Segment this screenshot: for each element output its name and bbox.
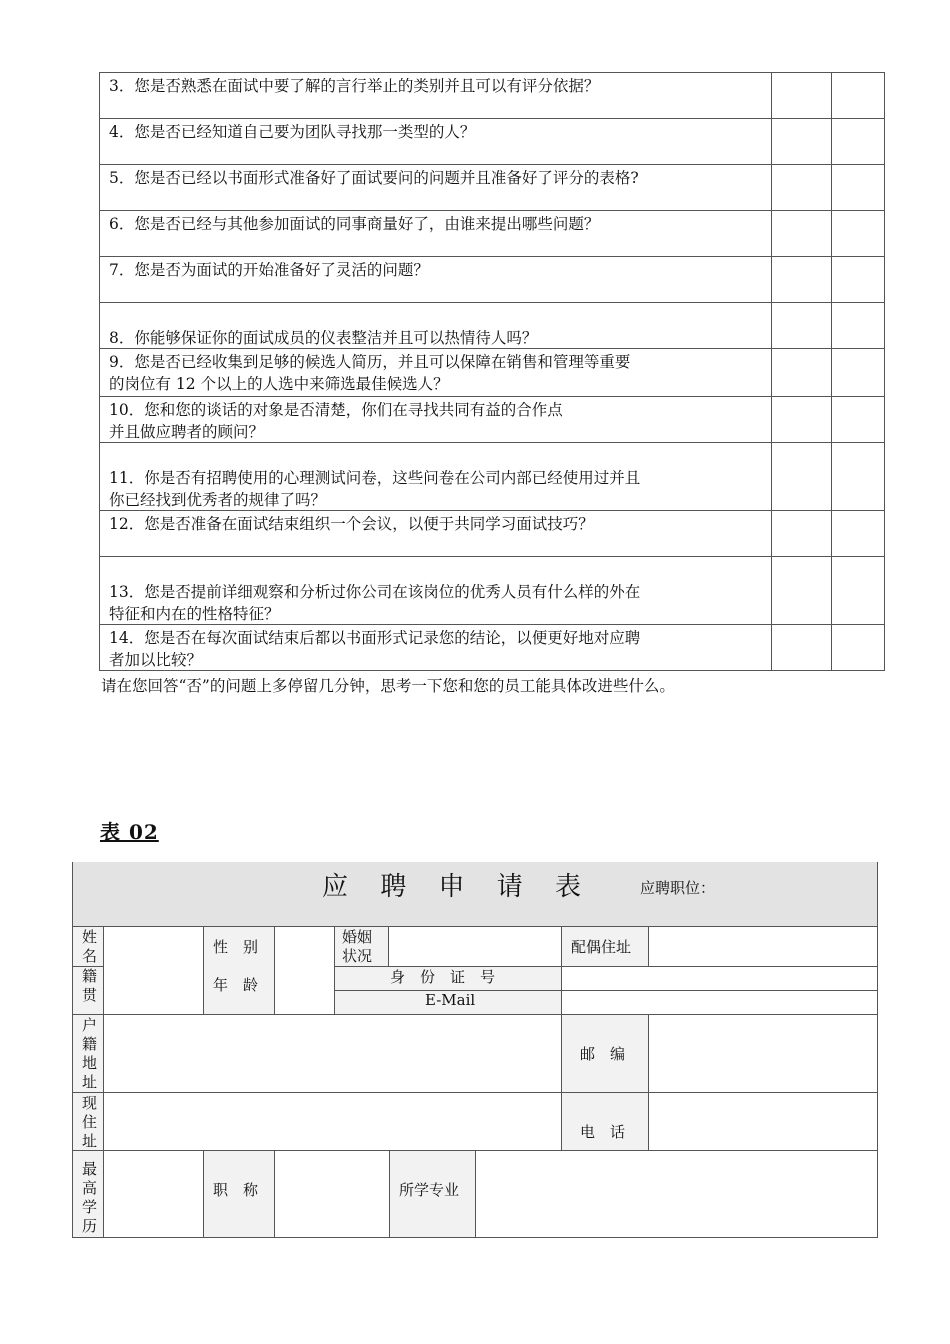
- question-6: 6．您是否已经与其他参加面试的同事商量好了，由谁来提出哪些问题？: [109, 215, 600, 233]
- postcode-label: 邮 编: [580, 1045, 626, 1063]
- table-label: 表 02: [100, 820, 159, 844]
- question-7: 7．您是否为面试的开始准备好了灵活的问题？: [109, 261, 429, 279]
- question-9-line2: 的岗位有 12 个以上的人选中来筛选最佳候选人？: [109, 375, 449, 393]
- age-label: 年 龄: [213, 976, 259, 994]
- question-14-line2: 者加以比较？: [109, 651, 203, 669]
- phone-label: 电 话: [580, 1123, 626, 1141]
- name-label: 姓 名: [82, 928, 98, 965]
- question-10-line1: 10．您和您的谈话的对象是否清楚，你们在寻找共同有益的合作点: [109, 401, 563, 419]
- question-8: 8．你能够保证你的面试成员的仪表整洁并且可以热情待人吗？: [109, 329, 538, 347]
- question-14-line1: 14．您是否在每次面试结束后都以书面形式记录您的结论，以便更好地对应聘: [109, 629, 641, 647]
- question-10-line2: 并且做应聘者的顾问？: [109, 423, 265, 441]
- question-12: 12．您是否准备在面试结束组织一个会议，以便于共同学习面试技巧？: [109, 515, 594, 533]
- id-number-label: 身 份 证 号: [390, 968, 496, 986]
- email-label: E-Mail: [425, 991, 476, 1009]
- marital-status-label: 婚姻 状况: [342, 928, 373, 965]
- gender-label: 性 别: [213, 938, 259, 956]
- household-address-label: 户 籍 地 址: [82, 1016, 98, 1091]
- question-11-line2: 你已经找到优秀者的规律了吗？: [109, 491, 327, 509]
- native-place-label: 籍 贯: [82, 967, 98, 1004]
- spouse-address-label: 配偶住址: [571, 938, 632, 956]
- question-5: 5．您是否已经以书面形式准备好了面试要问的问题并且准备好了评分的表格?: [109, 169, 639, 187]
- question-13-line2: 特征和内在的性格特征？: [109, 605, 280, 623]
- question-13-line1: 13．您是否提前详细观察和分析过你公司在该岗位的优秀人员有什么样的外在: [109, 583, 641, 601]
- question-4: 4．您是否已经知道自己要为团队寻找那一类型的人？: [109, 123, 476, 141]
- form-title: 应 聘 申 请 表: [322, 872, 594, 902]
- closing-note: 请在您回答“否”的问题上多停留几分钟，思考一下您和您的员工能具体改进些什么。: [101, 677, 675, 695]
- position-applied-label: 应聘职位：: [640, 879, 716, 897]
- question-11-line1: 11．你是否有招聘使用的心理测试问卷，这些问卷在公司内部已经使用过并且: [109, 469, 641, 487]
- question-3: 3．您是否熟悉在面试中要了解的言行举止的类别并且可以有评分依据？: [109, 77, 600, 95]
- job-title-label: 职 称: [213, 1181, 259, 1199]
- question-9-line1: 9．您是否已经收集到足够的候选人简历，并且可以保障在销售和管理等重要: [109, 353, 631, 371]
- major-label: 所学专业: [399, 1181, 460, 1199]
- current-address-label: 现 住 址: [82, 1094, 98, 1150]
- education-label: 最 高 学 历: [82, 1160, 98, 1235]
